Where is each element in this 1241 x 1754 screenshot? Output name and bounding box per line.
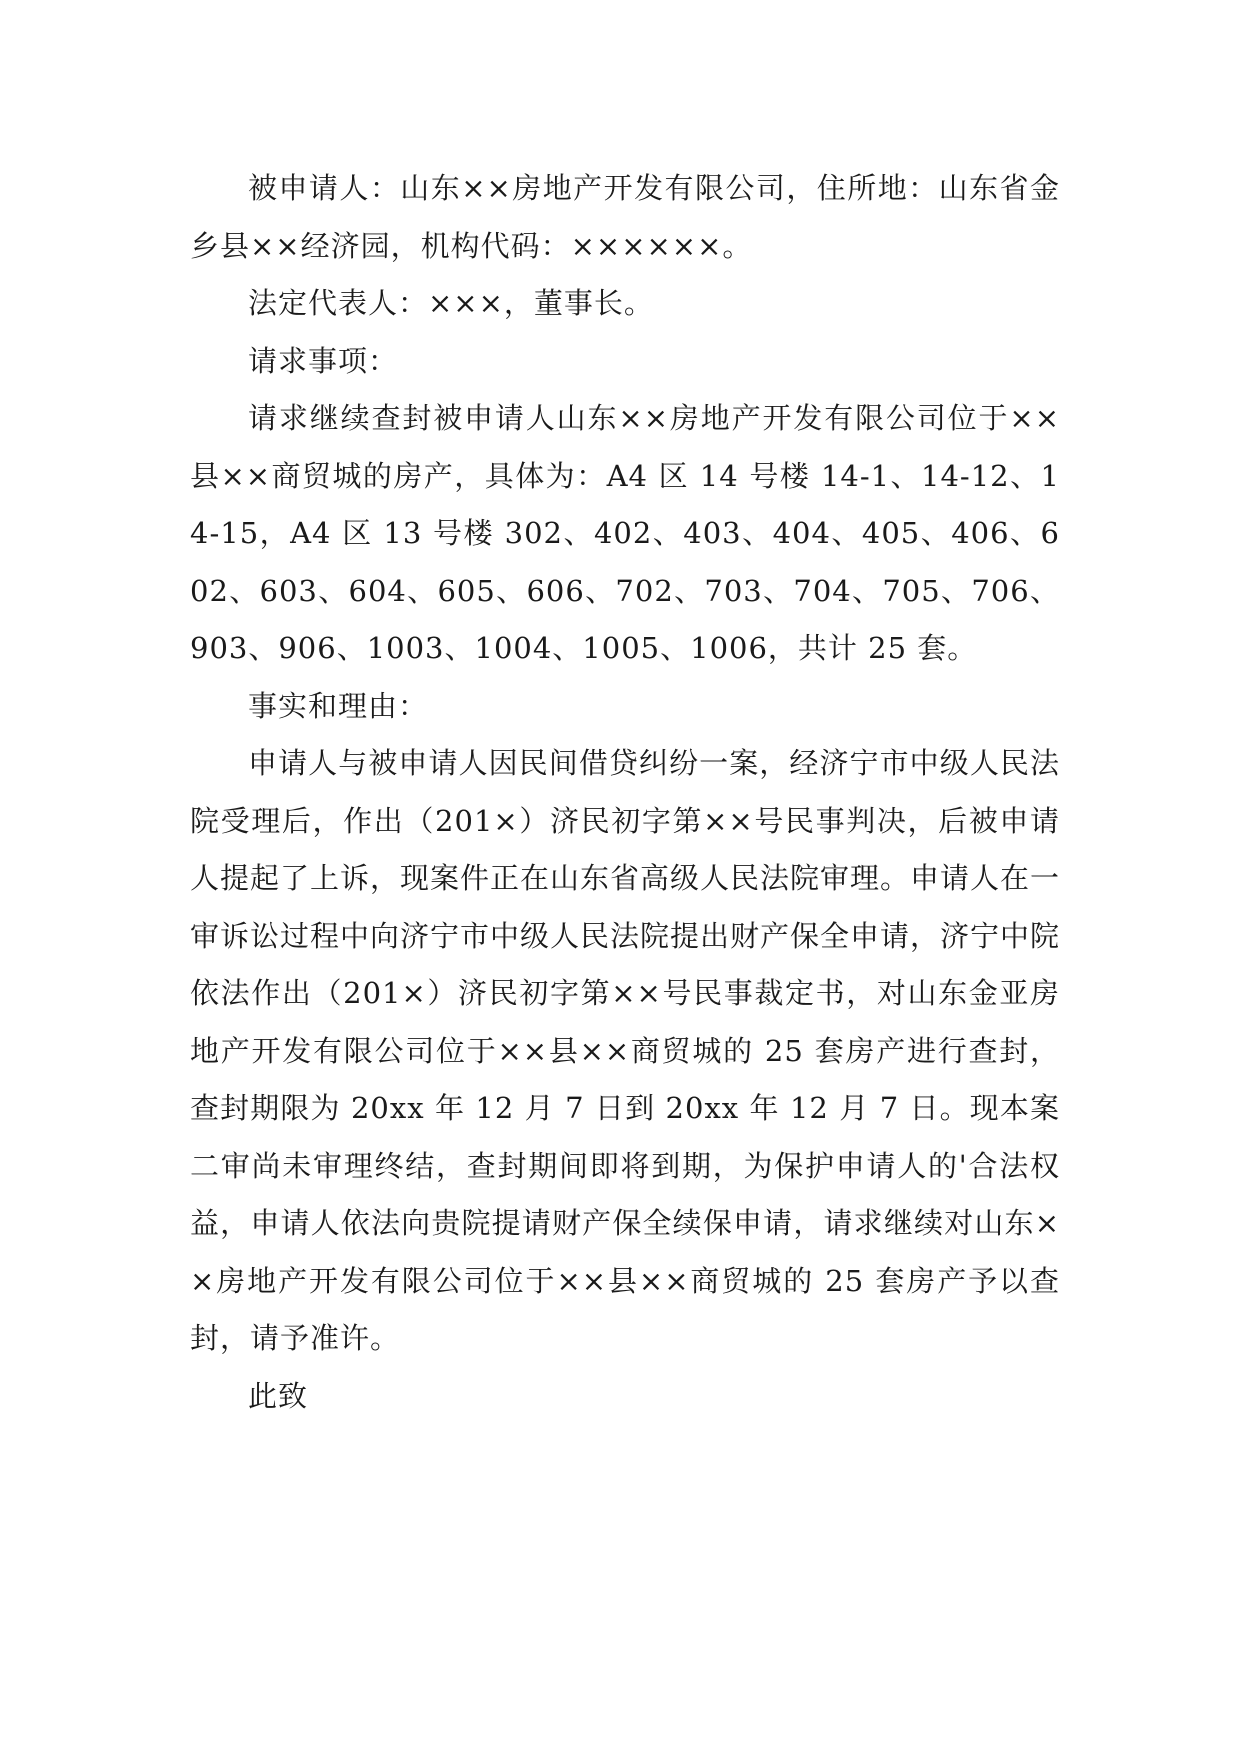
- legal-representative-paragraph: 法定代表人：×××，董事长。: [248, 286, 654, 320]
- facts-reasons-heading: 事实和理由：: [248, 688, 429, 723]
- document-body: [190, 160, 1060, 1425]
- facts-reasons-paragraph: 申请人与被申请人因民间借贷纠纷一案，经济宁市中级人民法院受理后，作出（201×）济民初字第××号民事判决，后被申请人提起了上诉，现案件正在山东省高级人民法院审理。申请人在一审诉讼过程中向济宁市中级人民法院提出财产保全申请，济宁中院依法作出（201×）济民初字第××号民事裁定书，对山东金亚房地产开发有限公司位于××县××商贸城的 25 套房产进行查封，查封期限为 20xx 年 12 月 7 日到 20xx 年 12 月 7 日。现本案二审尚未审理终结，查封期间即将到期，为保护申请人的'合法权益，申请人依法向贵院提请财产保全续保申请，请求继续对山东××房地产开发有限公司位于××县××商贸城的 25 套房产予以查封，请予准许。: [190, 746, 1061, 1355]
- request-items-heading: 请求事项：: [248, 343, 399, 378]
- closing-salutation: 此致: [248, 1378, 309, 1413]
- respondent-paragraph: 被申请人：山东××房地产开发有限公司，住所地：山东省金乡县××经济园，机构代码：××××××。: [190, 171, 1060, 263]
- request-items-paragraph: 请求继续查封被申请人山东××房地产开发有限公司位于××县××商贸城的房产，具体为：A4 区 14 号楼 14-1、14-12、14-15，A4 区 13 号楼 302、402、403、404、405、406、602、603、604、605、606、702、703、704、705、706、903、906、1003、1004、1005、1006，共计 25 套。: [190, 401, 1060, 665]
